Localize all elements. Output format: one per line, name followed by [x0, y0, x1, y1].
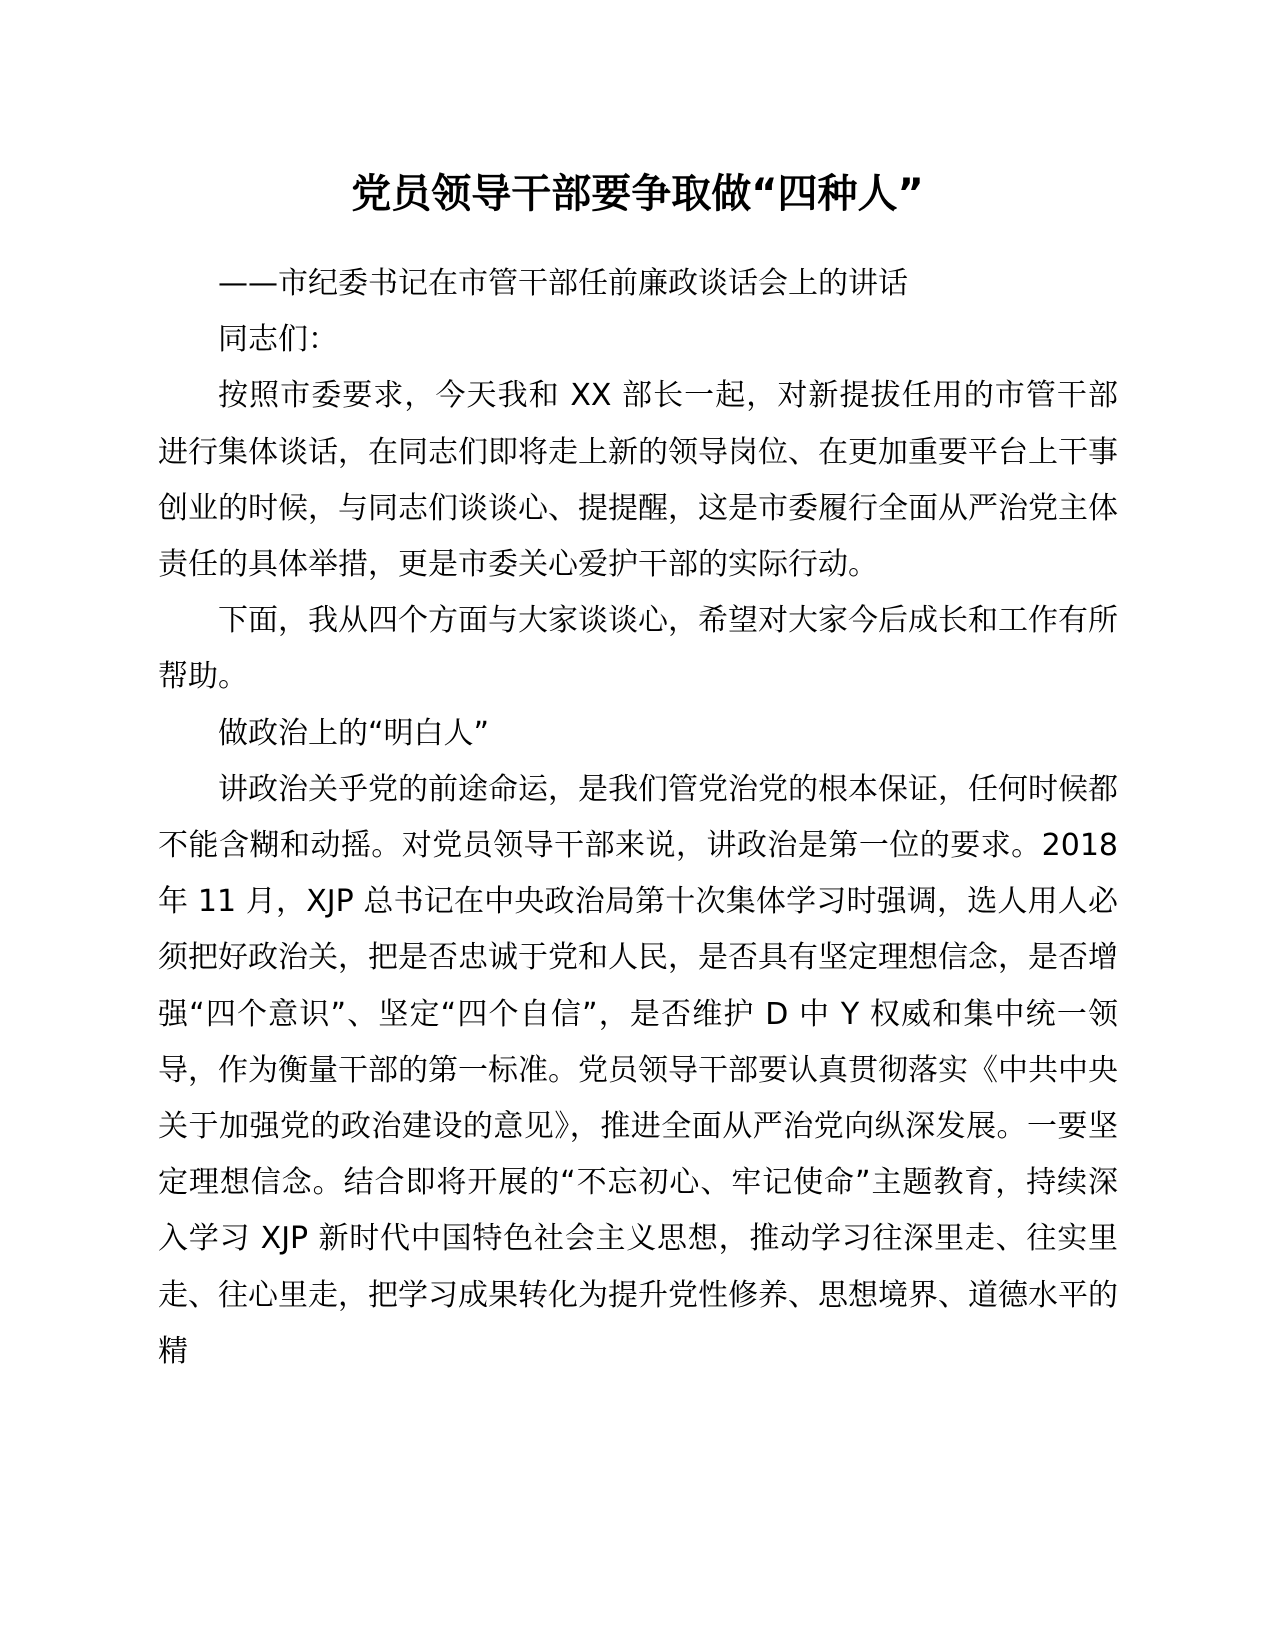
section-heading-political: 做政治上的“明白人” — [218, 715, 490, 751]
document-title: 党员领导干部要争取做“四种人” — [351, 171, 924, 217]
body-paragraph-political: 讲政治关乎党的前途命运，是我们管党治党的根本保证，任何时候都不能含糊和动摇。对党员领导干部来说，讲政治是第一位的要求。2018 年 11 月，XJP 总书记在中央政治局第十次集体学习时强调，选人用人必须把好政治关，把是否忠诚于党和人民，是否具有坚定理想信念，是否增强“四个意识”、坚定“四个自信”，是否维护 D 中 Y 权威和集中统一领导，作为衡量干部的第一标准。党员领导干部要认真贯彻落实《中共中央关于加强党的政治建设的意见》，推进全面从严治党向纵深发展。一要坚定理想信念。结合即将开展的“不忘初心、牢记使命”主题教育，持续深入学习 XJP 新时代中国特色社会主义思想，推动学习往深里走、往实里走、往心里走，把学习成果转化为提升党性修养、思想境界、道德水平的精 — [158, 771, 1118, 1369]
salutation: 同志们： — [218, 322, 338, 358]
document-body — [158, 256, 1118, 1380]
body-paragraph-outline: 下面，我从四个方面与大家谈谈心，希望对大家今后成长和工作有所帮助。 — [158, 603, 1118, 695]
speech-subtitle: ——市纪委书记在市管干部任前廉政谈话会上的讲话 — [218, 266, 908, 301]
body-paragraph-intro: 按照市委要求，今天我和 XX 部长一起，对新提拔任用的市管干部进行集体谈话，在同志们即将走上新的领导岗位、在更加重要平台上干事创业的时候，与同志们谈谈心、提提醒，这是市委履行全面从严治党主体责任的具体举措，更是市委关心爱护干部的实际行动。 — [158, 378, 1118, 583]
